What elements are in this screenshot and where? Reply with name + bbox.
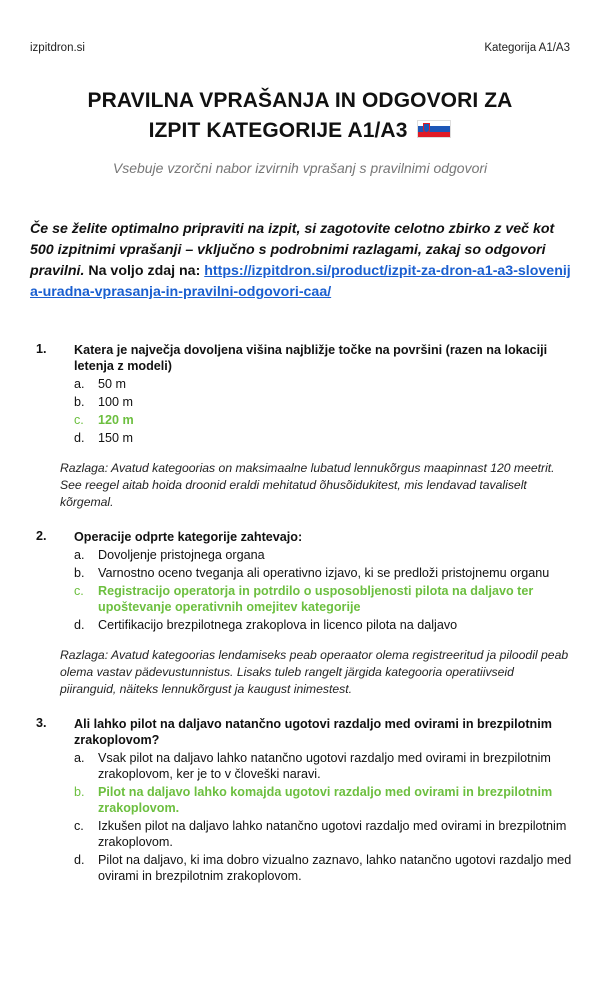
site-name: izpitdron.si [30, 42, 85, 54]
option-text: Registracijo operatorja in potrdilo o usposobljenosti pilota na daljavo ter upoštevanje operativnih omejitev kategorije [98, 584, 534, 614]
option-text: 100 m [98, 395, 134, 409]
answer-options [30, 750, 572, 884]
option-letter: b. [74, 785, 85, 799]
question-text: Ali lahko pilot na daljavo natančno ugotovi razdaljo med ovirami in brezpilotnim zrakoplovom? [74, 717, 552, 747]
option-letter: c. [74, 413, 84, 427]
slovenia-flag-icon [417, 120, 451, 138]
option-letter: c. [74, 584, 84, 598]
question-number: 1. [36, 342, 47, 356]
answer-option [30, 430, 572, 446]
option-letter: d. [74, 853, 85, 867]
page-subtitle: Vsebuje vzorčni nabor izvirnih vprašanj s pravilnimi odgovori [112, 160, 488, 176]
option-text: 50 m [98, 377, 126, 391]
answer-option [30, 547, 572, 563]
option-letter: d. [74, 618, 85, 632]
category-label: Kategorija A1/A3 [484, 42, 570, 54]
option-letter: d. [74, 431, 85, 445]
page-header [30, 42, 570, 58]
question-3 [30, 716, 572, 884]
option-letter: c. [74, 819, 84, 833]
answer-option [30, 750, 572, 782]
answer-option [30, 617, 572, 633]
option-letter: b. [74, 395, 85, 409]
option-text: Izkušen pilot na daljavo lahko natančno ugotovi razdaljo med ovirami in brezpilotnim zrakoplovom. [98, 819, 567, 849]
title-line-2-text: IZPIT KATEGORIJE A1/A3 [148, 119, 408, 142]
intro-text: Če se želite optimalno pripraviti na izpit, si zagotovite celotno zbirko z več kot 500 izpitnimi vprašanji – vključno s podrobnimi razlagami, zakaj so odgovori pravilni. [30, 221, 555, 279]
correct-answer-option [30, 583, 572, 615]
answer-options [30, 376, 572, 446]
intro-paragraph [30, 219, 572, 303]
question-number: 2. [36, 529, 47, 543]
product-link[interactable]: https://izpitdron.si/product/izpit-za-dron-a1-a3-slovenija-uradna-vprasanja-in-pravilni-odgovori-caa/ [30, 263, 571, 300]
question-2 [30, 529, 572, 698]
question-number: 3. [36, 716, 47, 730]
answer-option [30, 852, 572, 884]
option-text: Varnostno oceno tveganja ali operativno izjavo, ki se predloži pristojnemu organu [98, 566, 550, 580]
question-text: Operacije odprte kategorije zahtevajo: [74, 530, 303, 544]
answer-options [30, 547, 572, 633]
answer-option [30, 376, 572, 392]
option-letter: a. [74, 548, 85, 562]
title-line-2 [30, 116, 570, 146]
correct-answer-option [30, 784, 572, 816]
option-text: Pilot na daljavo, ki ima dobro vizualno zaznavo, lahko natančno ugotovi razdaljo med ovirami in brezpilotnim zrakoplovom. [98, 853, 572, 883]
option-text: 150 m [98, 431, 134, 445]
answer-explanation: Razlaga: Avatud kategoorias lendamiseks peab operaator olema registreeritud ja piloodil peab olema vastav pädevustunnistus. Lisaks tuleb rangelt järgida kategooria operatiivseid piiranguid, näiteks lennukõrgust ja kaugust inimestest. [60, 648, 569, 696]
intro-availability-text: Na voljo zdaj na: [84, 263, 205, 279]
answer-option [30, 818, 572, 850]
option-letter: a. [74, 377, 85, 391]
title-line-1: PRAVILNA VPRAŠANJA IN ODGOVORI ZA [87, 89, 513, 112]
page-title [30, 86, 570, 146]
question-list [30, 342, 572, 902]
answer-explanation: Razlaga: Avatud kategoorias on maksimaalne lubatud lennukõrgus maapinnast 120 meetrit. See reegel aitab hoida droonid eraldi mehitatud õhusõidukitest, mis lendavad tavaliselt kõrgemal. [60, 461, 555, 509]
option-letter: a. [74, 751, 85, 765]
option-text: Vsak pilot na daljavo lahko natančno ugotovi razdaljo med ovirami in brezpilotnim zrakoplovom, ker je to v človeški naravi. [98, 751, 551, 781]
correct-answer-option [30, 412, 572, 428]
option-text: 120 m [98, 413, 134, 427]
answer-option [30, 394, 572, 410]
option-text: Pilot na daljavo lahko komajda ugotovi razdaljo med ovirami in brezpilotnim zrakoplovom. [98, 785, 553, 815]
option-text: Dovoljenje pristojnega organa [98, 548, 265, 562]
answer-option [30, 565, 572, 581]
option-text: Certifikacijo brezpilotnega zrakoplova in licenco pilota na daljavo [98, 618, 458, 632]
question-1 [30, 342, 572, 511]
question-text: Katera je največja dovoljena višina najbližje točke na površini (razen na lokaciji letenja z modeli) [74, 343, 548, 373]
option-letter: b. [74, 566, 85, 580]
